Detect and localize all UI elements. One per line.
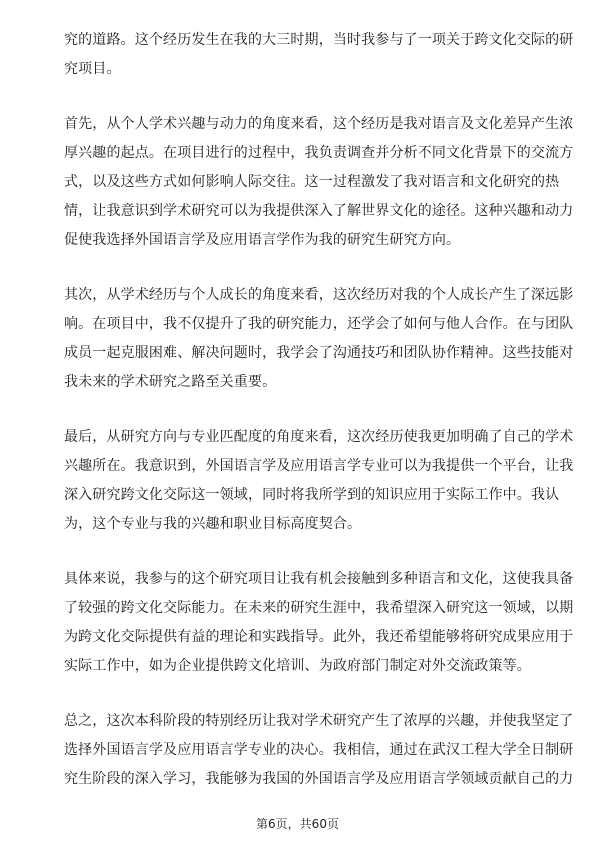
text-line: 式，以及这些方式如何影响人际交往。这一过程激发了我对语言和文化研究的热 <box>64 174 560 190</box>
paragraph-specifics <box>64 565 574 681</box>
text-line: 其次，从学术经历与个人成长的角度来看，这次经历对我的个人成长产生了深远影 <box>64 287 574 303</box>
text-line: 兴趣所在。我意识到，外国语言学及应用语言学专业可以为我提供一个平台，让我 <box>64 458 574 474</box>
page-number-footer: 第6页，共60页 <box>256 817 339 831</box>
text-line: 为，这个专业与我的兴趣和职业目标高度契合。 <box>64 516 362 532</box>
text-line: 我未来的学术研究之路至关重要。 <box>64 374 277 390</box>
text-line: 究项目。 <box>64 61 121 77</box>
text-line: 情，让我意识到学术研究可以为我提供深入了解世界文化的途径。这种兴趣和动力 <box>64 203 574 219</box>
text-line: 响。在项目中，我不仅提升了我的研究能力，还学会了如何与他人合作。在与团队 <box>64 316 574 332</box>
text-line: 成员一起克服困难、解决问题时，我学会了沟通技巧和团队协作精神。这些技能对 <box>64 345 574 361</box>
text-line: 厚兴趣的起点。在项目进行的过程中，我负责调查并分析不同文化背景下的交流方 <box>64 145 574 161</box>
paragraph-second <box>64 281 574 397</box>
text-line: 为跨文化交际提供有益的理论和实践指导。此外，我还希望能够将研究成果应用于 <box>64 629 574 645</box>
text-line: 深入研究跨文化交际这一领域，同时将我所学到的知识应用于实际工作中。我认 <box>64 487 560 503</box>
text-line: 究生阶段的深入学习，我能够为我国的外国语言学及应用语言学领域贡献自己的力 <box>64 771 574 787</box>
text-line: 了较强的跨文化交际能力。在未来的研究生涯中，我希望深入研究这一领域，以期 <box>64 600 574 616</box>
paragraph-intro <box>64 26 574 84</box>
text-line: 首先，从个人学术兴趣与动力的角度来看，这个经历是我对语言及文化差异产生浓 <box>64 116 574 132</box>
paragraph-third <box>64 423 574 539</box>
text-line: 究的道路。这个经历发生在我的大三时期，当时我参与了一项关于跨文化交际的研 <box>64 32 574 48</box>
paragraph-conclusion <box>64 707 574 794</box>
text-line: 最后，从研究方向与专业匹配度的角度来看，这次经历使我更加明确了自己的学术 <box>64 429 574 445</box>
text-line: 选择外国语言学及应用语言学专业的决心。我相信，通过在武汉工程大学全日制研 <box>64 742 574 758</box>
paragraph-first <box>64 110 574 255</box>
text-line: 具体来说，我参与的这个研究项目让我有机会接触到多种语言和文化，这使我具备 <box>64 571 574 587</box>
document-body <box>64 26 574 820</box>
text-line: 实际工作中，如为企业提供跨文化培训、为政府部门制定对外交流政策等。 <box>64 658 531 674</box>
text-line: 总之，这次本科阶段的特别经历让我对学术研究产生了浓厚的兴趣，并使我坚定了 <box>64 713 574 729</box>
text-line: 促使我选择外国语言学及应用语言学作为我的研究生研究方向。 <box>64 232 461 248</box>
